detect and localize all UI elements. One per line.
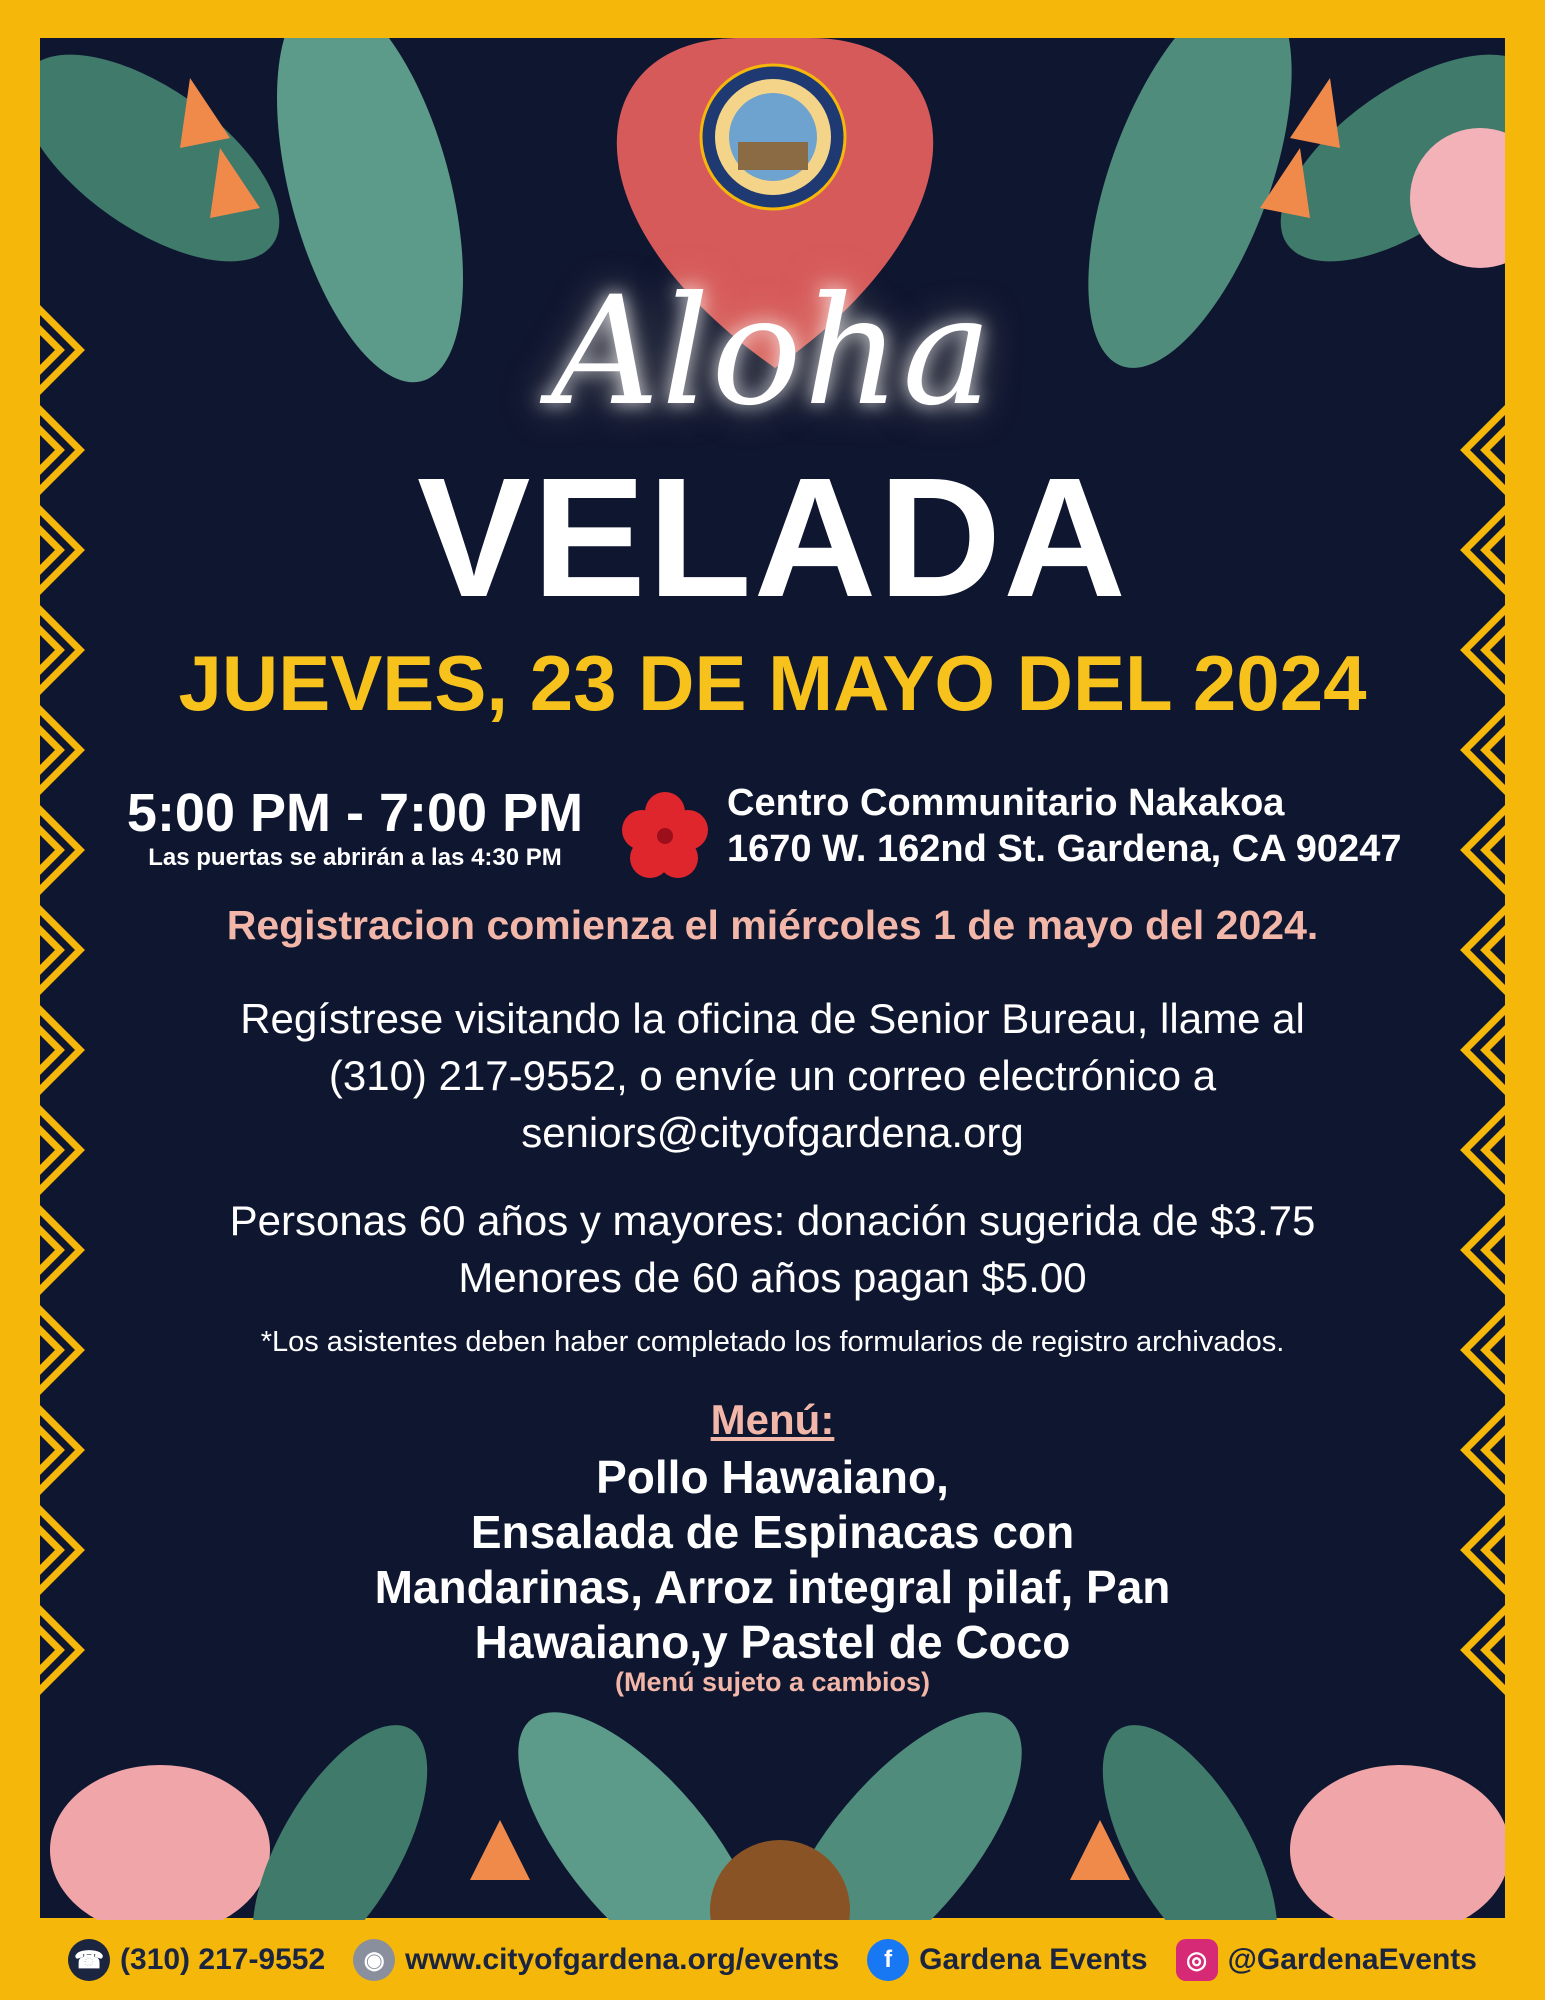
registration-start: Registracion comienza el miércoles 1 de mayo del 2024.: [226, 902, 1319, 948]
city-seal-icon: [698, 62, 848, 212]
phone-icon: ☎: [68, 1939, 110, 1981]
attendee-note: *Los asistentes deben haber completado los formularios de registro archivados.: [260, 1326, 1285, 1358]
registration-instructions: [0, 990, 1545, 1161]
aloha-script-title: Aloha: [551, 265, 994, 439]
menu-line-2: Ensalada de Espinacas con: [470, 1506, 1075, 1558]
hibiscus-icon: [620, 790, 710, 880]
event-time: 5:00 PM - 7:00 PM: [126, 783, 584, 843]
venue-info: [727, 780, 1507, 872]
price-seniors: Personas 60 años y mayores: donación sugerida de $3.75: [229, 1197, 1316, 1244]
footer-website-link[interactable]: www.cityofgardena.org/events: [405, 1943, 840, 1976]
facebook-icon: f: [867, 1939, 909, 1981]
venue-name: Centro Communitario Nakakoa: [727, 782, 1285, 824]
footer-phone[interactable]: [68, 1939, 325, 1981]
pricing-info: [0, 1192, 1545, 1306]
doors-open-note: Las puertas se abrirán a las 4:30 PM: [148, 844, 562, 871]
registration-line-1: Regístrese visitando la oficina de Senior Bureau, llame al: [240, 995, 1305, 1042]
menu-line-4: Hawaiano,y Pastel de Coco: [474, 1616, 1071, 1668]
footer-instagram[interactable]: [1176, 1939, 1477, 1981]
menu-line-3: Mandarinas, Arroz integral pilaf, Pan: [374, 1561, 1171, 1613]
event-date: JUEVES, 23 DE MAYO DEL 2024: [178, 639, 1367, 727]
footer-phone-text: (310) 217-9552: [120, 1943, 326, 1976]
footer: [0, 1920, 1545, 2000]
footer-facebook-text: Gardena Events: [919, 1943, 1148, 1976]
venue-address: 1670 W. 162nd St. Gardena, CA 90247: [727, 828, 1402, 870]
registration-line-2: (310) 217-9552, o envíe un correo electrónico a: [328, 1052, 1217, 1099]
menu-items: [0, 1450, 1545, 1670]
price-under-60: Menores de 60 años pagan $5.00: [458, 1254, 1087, 1301]
menu-note: (Menú sujeto a cambios): [614, 1667, 931, 1697]
instagram-icon: ◎: [1176, 1939, 1218, 1981]
menu-heading: Menú:: [710, 1396, 835, 1443]
event-title: VELADA: [417, 443, 1128, 633]
footer-website[interactable]: [353, 1939, 839, 1981]
footer-instagram-text: @GardenaEvents: [1227, 1943, 1477, 1976]
bottom-tropical-decoration: [40, 1700, 1505, 1920]
registration-email: seniors@cityofgardena.org: [521, 1109, 1024, 1156]
footer-facebook[interactable]: [867, 1939, 1147, 1981]
city-seal-icon: ◉: [353, 1939, 395, 1981]
menu-line-1: Pollo Hawaiano,: [596, 1451, 949, 1503]
